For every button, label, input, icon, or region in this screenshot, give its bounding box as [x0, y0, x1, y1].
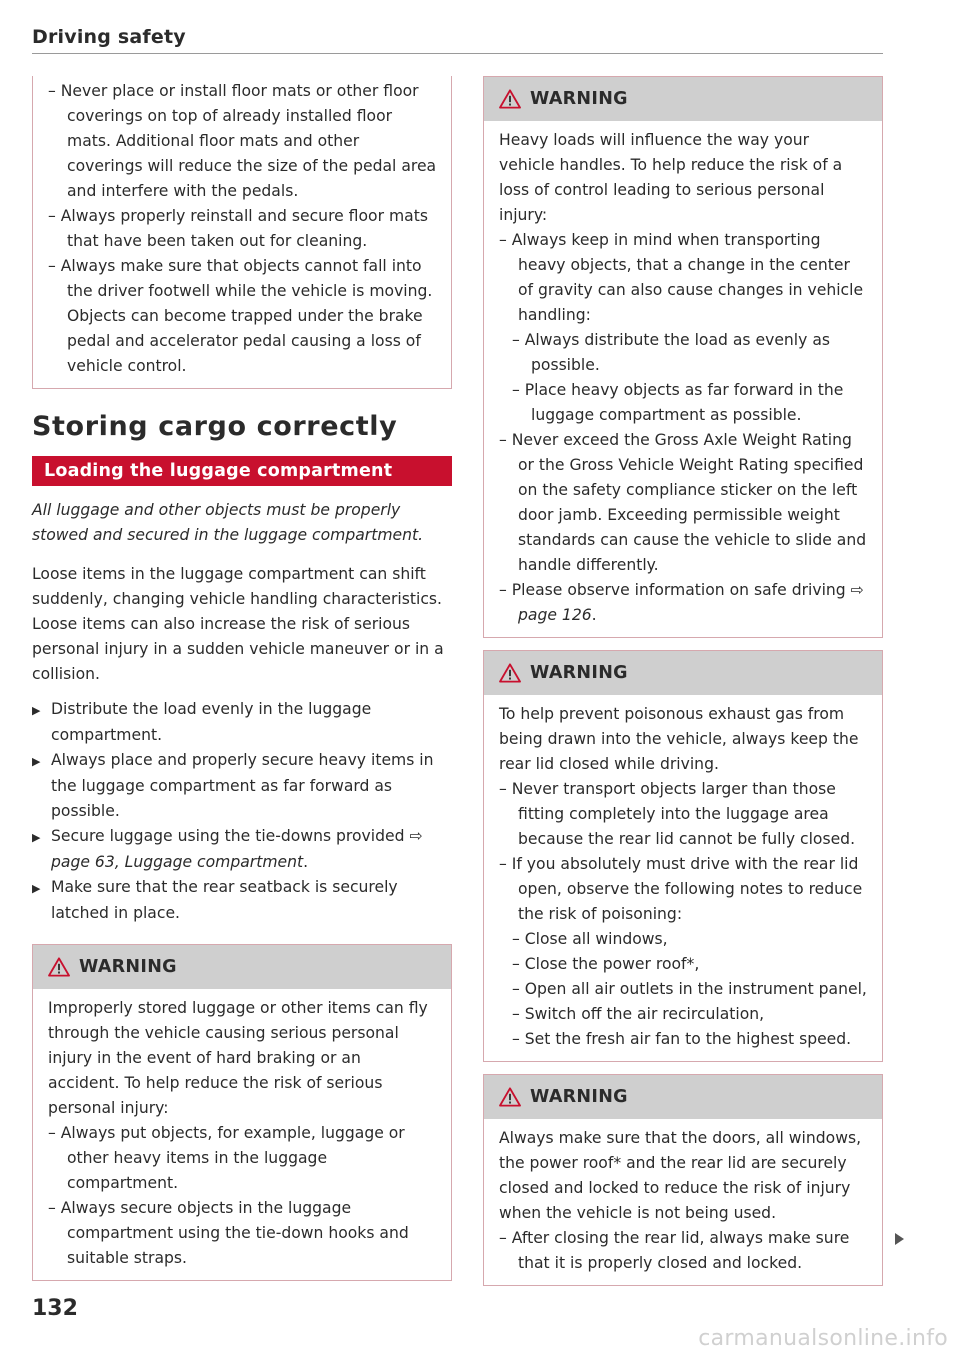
page-number: 132	[32, 1296, 78, 1321]
list-item: – Always keep in mind when transporting heavy objects, that a change in the center of gravity can also cause changes in vehicle handling:	[499, 231, 864, 324]
list-item: – Always make sure that objects cannot fall into the driver footwell while the vehicle is moving. Objects can become trapped under the brake pedal and accelerator pedal causing a loss of vehicle control.	[48, 257, 433, 375]
list-item: – Always put objects, for example, luggage or other heavy items in the luggage compartment.	[48, 1124, 405, 1192]
list-item: – Always secure objects in the luggage compartment using the tie-down hooks and suitable straps.	[48, 1199, 409, 1267]
step-arrow-icon: ▶	[32, 704, 41, 717]
step-item: ▶ Always place and properly secure heavy items in the luggage compartment as far forward as possible.	[32, 751, 434, 820]
step-item: ▶ Make sure that the rear seatback is securely latched in place.	[32, 878, 398, 922]
warning-box	[483, 1074, 883, 1286]
sub-list-item: – Switch off the air recirculation,	[512, 1005, 765, 1023]
list-item: – After closing the rear lid, always make sure that it is properly closed and locked.	[499, 1229, 850, 1272]
list-item: – Please observe information on safe driving ⇨ page 126.	[499, 581, 864, 624]
warning-box	[32, 944, 452, 1281]
warning-triangle-icon	[499, 1087, 521, 1107]
step-list	[32, 697, 452, 926]
continue-arrow-icon	[895, 1233, 904, 1245]
warning-text: Heavy loads will influence the way your vehicle handles. To help reduce the risk of a loss of control leading to serious personal injury:	[499, 131, 843, 224]
warning-title: WARNING	[530, 88, 628, 109]
body-paragraph: Loose items in the luggage compartment can shift suddenly, changing vehicle handling characteristics. Loose items can also increase the risk of serious personal injury in a sudden vehicle maneuver or in a collision.	[32, 565, 444, 683]
header-divider	[32, 53, 883, 54]
warning-title-bar	[484, 651, 882, 695]
watermark: carmanualsonline.info	[698, 1326, 948, 1351]
warning-title: WARNING	[530, 1086, 628, 1107]
warning-text: To help prevent poisonous exhaust gas from being drawn into the vehicle, always keep the rear lid closed while driving.	[499, 705, 859, 773]
list-item: – Never place or install floor mats or other floor coverings on top of already installed floor mats. Additional floor mats and other coverings will reduce the size of the pedal area and interfere with the pedals.	[48, 82, 437, 200]
intro-text: All luggage and other objects must be properly stowed and secured in the luggage compartment.	[32, 501, 424, 544]
sub-list-item: – Close the power roof*,	[512, 955, 700, 973]
subsection-heading-bar: Loading the luggage compartment	[32, 456, 452, 486]
list-item: – If you absolutely must drive with the rear lid open, observe the following notes to reduce the risk of poisoning:	[499, 855, 863, 923]
warning-text: Always make sure that the doors, all windows, the power roof* and the rear lid are securely closed and locked to reduce the risk of injury when the vehicle is not being used.	[499, 1129, 862, 1222]
warning-title-bar	[484, 77, 882, 121]
page-reference-link[interactable]: ⇨ page 126	[518, 581, 864, 624]
step-arrow-icon: ▶	[32, 831, 41, 844]
warning-text: Improperly stored luggage or other items can fly through the vehicle causing serious personal injury in the event of hard braking or an accident. To help reduce the risk of serious personal injury:	[48, 999, 428, 1117]
left-column	[32, 76, 452, 1281]
step-arrow-icon: ▶	[32, 882, 41, 895]
step-item: ▶ Distribute the load evenly in the luggage compartment.	[32, 700, 372, 744]
step-item: ▶ Secure luggage using the tie-downs provided ⇨ page 63, Luggage compartment.	[32, 827, 423, 871]
warning-box	[483, 650, 883, 1062]
warning-triangle-icon	[499, 89, 521, 109]
list-item: – Never exceed the Gross Axle Weight Rating or the Gross Vehicle Weight Rating specified on the safety compliance sticker on the left door jamb. Exceeding permissible weight standards can cause the vehicle to slide and handle differently.	[499, 431, 867, 574]
warning-triangle-icon	[499, 663, 521, 683]
sub-list-item: – Set the fresh air fan to the highest speed.	[512, 1030, 852, 1048]
step-arrow-icon: ▶	[32, 755, 41, 768]
warning-title-bar	[484, 1075, 882, 1119]
list-item: – Never transport objects larger than those fitting completely into the luggage area because the rear lid cannot be fully closed.	[499, 780, 856, 848]
sub-list-item: – Always distribute the load as evenly as possible.	[512, 331, 830, 374]
section-header: Driving safety	[32, 26, 186, 48]
warning-title: WARNING	[530, 662, 628, 683]
warning-title: WARNING	[79, 956, 177, 977]
section-heading: Storing cargo correctly	[32, 411, 398, 442]
sub-list-item: – Place heavy objects as far forward in the luggage compartment as possible.	[512, 381, 844, 424]
page-reference-link[interactable]: ⇨ page 63, Luggage compartment	[51, 827, 423, 871]
sub-list-item: – Close all windows,	[512, 930, 668, 948]
warning-box	[483, 76, 883, 638]
right-column	[483, 76, 883, 1286]
warning-title-bar	[33, 945, 451, 989]
warning-continuation-box	[32, 76, 452, 389]
list-item: – Always properly reinstall and secure floor mats that have been taken out for cleaning.	[48, 207, 428, 250]
sub-list-item: – Open all air outlets in the instrument panel,	[512, 980, 867, 998]
warning-triangle-icon	[48, 957, 70, 977]
